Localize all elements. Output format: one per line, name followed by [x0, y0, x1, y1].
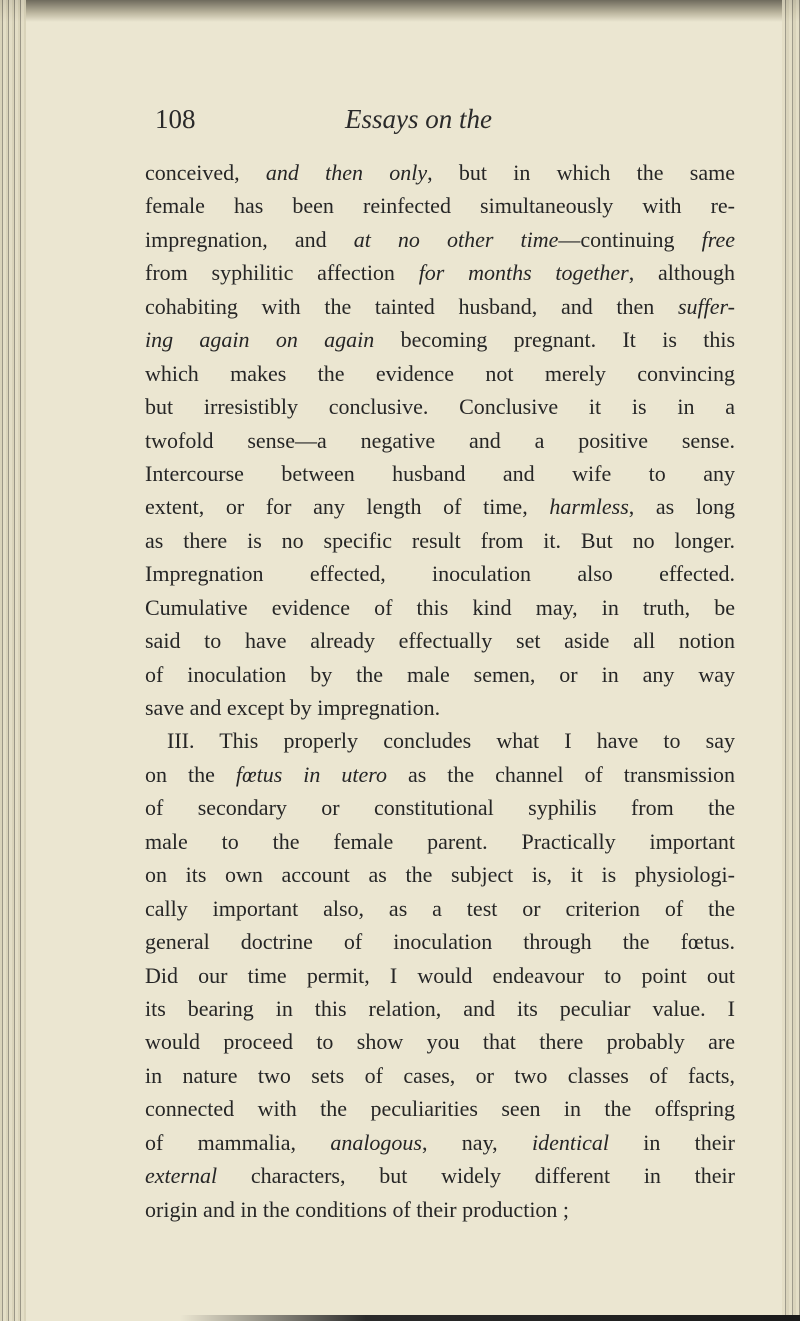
text-line: save and except by impregnation.	[145, 695, 441, 720]
text-line: impregnation, and at no other time—continuing free	[145, 226, 735, 252]
page-number: 108	[155, 104, 196, 134]
text-line: on its own account as the subject is, it is physiologi-	[145, 862, 735, 888]
text-line: said to have already effectually set aside all notion	[145, 628, 735, 654]
text-line: from syphilitic affection for months together, although	[145, 260, 735, 286]
text-line: Did our time permit, I would endeavour to point out	[145, 962, 735, 988]
text-line: which makes the evidence not merely convincing	[145, 360, 735, 386]
text-line: cohabiting with the tainted husband, and then suffer-	[145, 293, 735, 319]
text-line: of mammalia, analogous, nay, identical in their	[145, 1129, 736, 1155]
running-title: Essays on the	[345, 104, 492, 134]
text-line: twofold sense—a negative and a positive sense.	[145, 427, 735, 453]
text-line: III. This properly concludes what I have to say	[167, 728, 735, 754]
text-line: in nature two sets of cases, or two classes of facts,	[145, 1062, 735, 1088]
text-line: extent, or for any length of time, harmless, as long	[145, 494, 735, 520]
text-line: general doctrine of inoculation through the fœtus.	[145, 929, 735, 955]
page-top-edge	[0, 0, 800, 22]
text-line: would proceed to show you that there probably are	[145, 1029, 735, 1055]
text-line: conceived, and then only, but in which the same	[145, 160, 735, 185]
text-line: its bearing in this relation, and its peculiar value. I	[145, 995, 735, 1021]
text-line: Impregnation effected, inoculation also effected.	[145, 561, 735, 587]
text-line: ing again on again becoming pregnant. It is this	[145, 327, 735, 353]
text-line: Intercourse between husband and wife to any	[145, 460, 735, 486]
text-line: male to the female parent. Practically important	[145, 828, 735, 854]
text-line: female has been reinfected simultaneously with re-	[145, 193, 735, 219]
text-line: of inoculation by the male semen, or in any way	[145, 661, 735, 687]
page-binding-edge	[0, 0, 26, 1321]
text-line: external characters, but widely different in their	[145, 1163, 735, 1189]
text-line: but irresistibly conclusive. Conclusive it is in a	[145, 394, 735, 420]
page-bottom-edge	[180, 1315, 800, 1321]
text-line: cally important also, as a test or criterion of the	[145, 895, 735, 921]
text-line: Cumulative evidence of this kind may, in truth, be	[145, 594, 735, 620]
text-line: on the fœtus in utero as the channel of transmission	[145, 761, 735, 787]
text-line: of secondary or constitutional syphilis from the	[145, 795, 735, 821]
text-line: origin and in the conditions of their production ;	[145, 1196, 570, 1222]
body-text	[145, 156, 735, 1226]
text-line: as there is no specific result from it. But no longer.	[145, 527, 735, 553]
page-header	[145, 104, 705, 144]
text-line: connected with the peculiarities seen in the offspring	[145, 1096, 735, 1122]
page-fore-edge	[782, 0, 800, 1321]
